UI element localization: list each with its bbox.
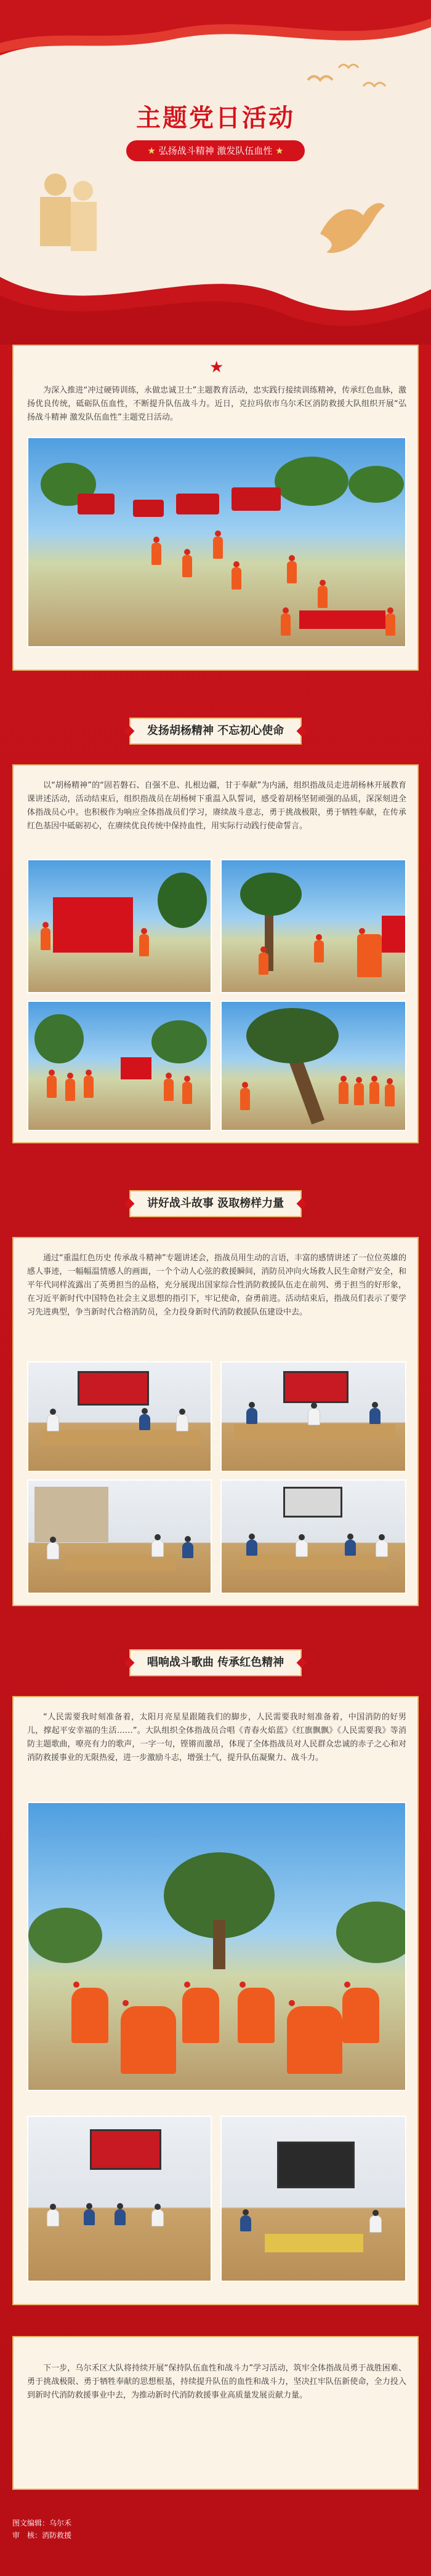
photo-flag-oath [27,859,212,993]
photo-singing-room-1 [27,2116,212,2282]
section-1 [12,764,419,1143]
birds-icon [296,55,394,98]
photo-oath-group [220,859,406,993]
section-2-text: 通过“重温红色历史 传承战斗精神”专题讲述会，指战员用生动的言语，丰富的感情讲述了一位位英雄的感人事迹，一幅幅温情感人的画面，一个个动人心弦的救援瞬间，消防员冲向火场救人民生命财产安全，和平年代同样流露出了英勇担当的品格，充分展现出国家综合性消防救援队伍走在前列、勇于担当的好形象，在习近平新时代中国特色社会主义思想的指引下，牢记使命，奋勇前进。活动结束后，指战员们表示了要学习先进典型，争当新时代合格消防员，全力投身新时代消防救援队伍建设中去。 [27,1254,406,1317]
intro-text: 为深入推进“冲过硬铸训练，永做忠诚卫士”主题教育活动，忠实践行接续训练精神，传承红色血脉，激扬优良传统，砥砺队伍血性，不断提升队伍战斗力。近日，克拉玛依市乌尔禾区消防救援大队组织开展“弘扬战斗精神 激发队伍血性”主题党日活动。 [27,386,406,422]
closing-section [12,2336,419,2490]
review-credit: 审 核：消防救援 [12,2531,72,2540]
photo-singing-group [27,1802,406,2091]
star-icon: ★ [209,358,224,377]
photo-singing-room-2 [220,2116,406,2282]
intro-section [12,345,419,671]
page-title: 主题党日活动 [136,104,295,132]
photo-storytelling-1 [27,1479,212,1594]
subtitle-text: 弘扬战斗精神 激发队伍血性 [158,145,273,156]
photo-storytelling-2 [220,1479,406,1594]
section-2 [12,1237,419,1606]
intro-photo [27,437,406,647]
section-1-text: 以“胡杨精神”的“固若磐石、自强不息、扎根边疆，甘于奉献”为内涵，组织指战员走进胡杨林开展教育课讲述活动，活动结束后，组织指战员在胡杨树下重温入队誓词，感受着胡杨坚韧顽强的品质，深深刻进全体指战员心中。也积极作为响应全体指战员们学习，赓续战斗意志，勇于挑战极限，勇于牺牲奉献，在传承红色基因中砥砺初心，在赓续优良传统中保持血性，用实际行动践行使命誓言。 [27,781,406,831]
bottom-ribbon-decoration [0,222,431,345]
section-tag-2: 讲好战斗故事 汲取榜样力量 [129,1190,302,1217]
section-3-text: “人民需要我时刻准备着，太阳月亮星星跟随我们的脚步，人民需要我时刻准备着，中国消防的好男儿，撑起平安幸福的生活……”。大队组织全体指战员合唱《青春火焰蓝》《红旗飘飘》《人民需要我》等消防主题歌曲，嘹亮有力的歌声，一字一句，铿锵而激昂，体现了全体指战员对人民群众忠诚的赤子之心和对消防救援事业的无限热爱，进一步激励斗志，增强士气，提升队伍凝聚力、战斗力。 [27,1713,406,1762]
photo-meeting-room-2 [220,1361,406,1472]
photo-meeting-room-1 [27,1361,212,1472]
photo-tree-line [220,1001,406,1131]
footer [12,2517,419,2542]
subtitle-badge [126,140,305,161]
editor-credit: 图文编辑：乌尔禾 [12,2519,72,2527]
banner [0,0,431,345]
section-3 [12,1696,419,2305]
section-tag-3: 唱响战斗歌曲 传承红色精神 [129,1649,302,1676]
star-icon: ★ [275,145,284,156]
photo-team-lineup [27,1001,212,1131]
star-icon: ★ [147,145,156,156]
closing-text: 下一步，乌尔禾区大队将持续开展“保持队伍血性和战斗力”学习活动，筑牢全体指战员勇于战胜困难、勇于挑战极限、勇于牺牲奉献的思想根基，持续提升队伍的血性和战斗力，坚决扛牢队伍新使命，全力投入到新时代消防救援事业中去，为推动新时代消防救援事业高质量发展贡献力量。 [27,2364,406,2400]
section-tag-1: 发扬胡杨精神 不忘初心使命 [129,718,302,745]
